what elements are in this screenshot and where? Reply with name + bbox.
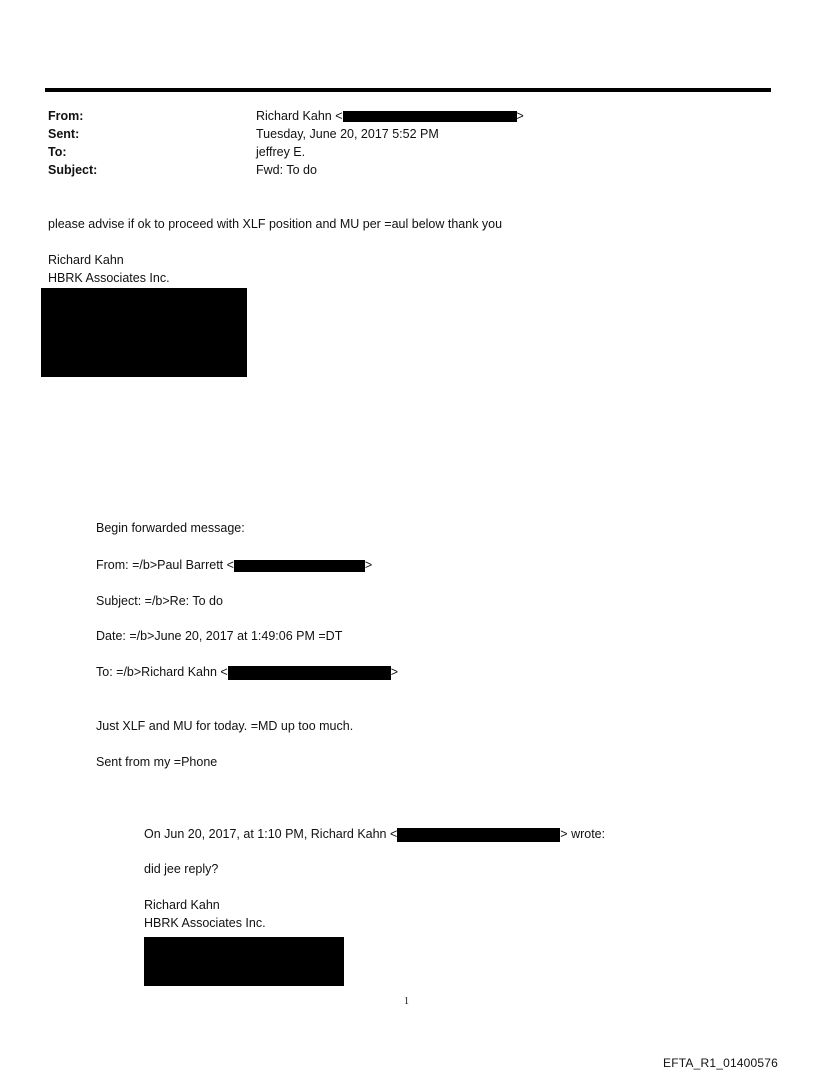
redaction-block — [234, 560, 365, 572]
forwarded-sent-from: Sent from my =Phone — [96, 755, 218, 769]
quoted-intro-text: On Jun 20, 2017, at 1:10 PM, Richard Kahn < — [144, 827, 398, 841]
forwarded-to-text: To: =/b>Richard Kahn < — [96, 665, 228, 679]
to-label: To: — [48, 145, 67, 159]
redaction-block — [343, 111, 517, 122]
forwarded-from-suffix: > — [364, 558, 373, 572]
quoted-signature-name: Richard Kahn — [144, 898, 220, 912]
redaction-block — [144, 937, 344, 986]
from-suffix: > — [516, 109, 524, 123]
redaction-block — [228, 666, 391, 680]
signature-name: Richard Kahn — [48, 253, 124, 267]
to-value: jeffrey E. — [256, 145, 306, 159]
forwarded-to — [96, 664, 398, 680]
forwarded-from — [96, 557, 372, 573]
from-label: From: — [48, 109, 84, 123]
document-id: EFTA_R1_01400576 — [663, 1056, 779, 1070]
forwarded-message: Just XLF and MU for today. =MD up too much. — [96, 719, 354, 733]
forwarded-subject: Subject: =/b>Re: To do — [96, 594, 223, 608]
redaction-block — [41, 288, 247, 377]
forwarded-from-text: From: =/b>Paul Barrett < — [96, 558, 234, 572]
sent-value: Tuesday, June 20, 2017 5:52 PM — [256, 127, 439, 141]
redaction-block — [397, 828, 560, 842]
from-value — [256, 108, 524, 124]
sent-label: Sent: — [48, 127, 80, 141]
quoted-message: did jee reply? — [144, 862, 219, 876]
body-message: please advise if ok to proceed with XLF position and MU per =aul below thank you — [48, 217, 503, 231]
page-number: 1 — [404, 996, 409, 1007]
header-rule — [45, 88, 771, 92]
quoted-intro-suffix: > wrote: — [560, 827, 606, 841]
from-name: Richard Kahn < — [256, 109, 343, 123]
forwarded-date: Date: =/b>June 20, 2017 at 1:49:06 PM =DT — [96, 629, 343, 643]
signature-company: HBRK Associates Inc. — [48, 271, 170, 285]
subject-label: Subject: — [48, 163, 98, 177]
forwarded-intro: Begin forwarded message: — [96, 521, 245, 535]
quoted-intro — [144, 826, 605, 842]
subject-value: Fwd: To do — [256, 163, 317, 177]
forwarded-to-suffix: > — [390, 665, 398, 679]
quoted-signature-company: HBRK Associates Inc. — [144, 916, 266, 930]
